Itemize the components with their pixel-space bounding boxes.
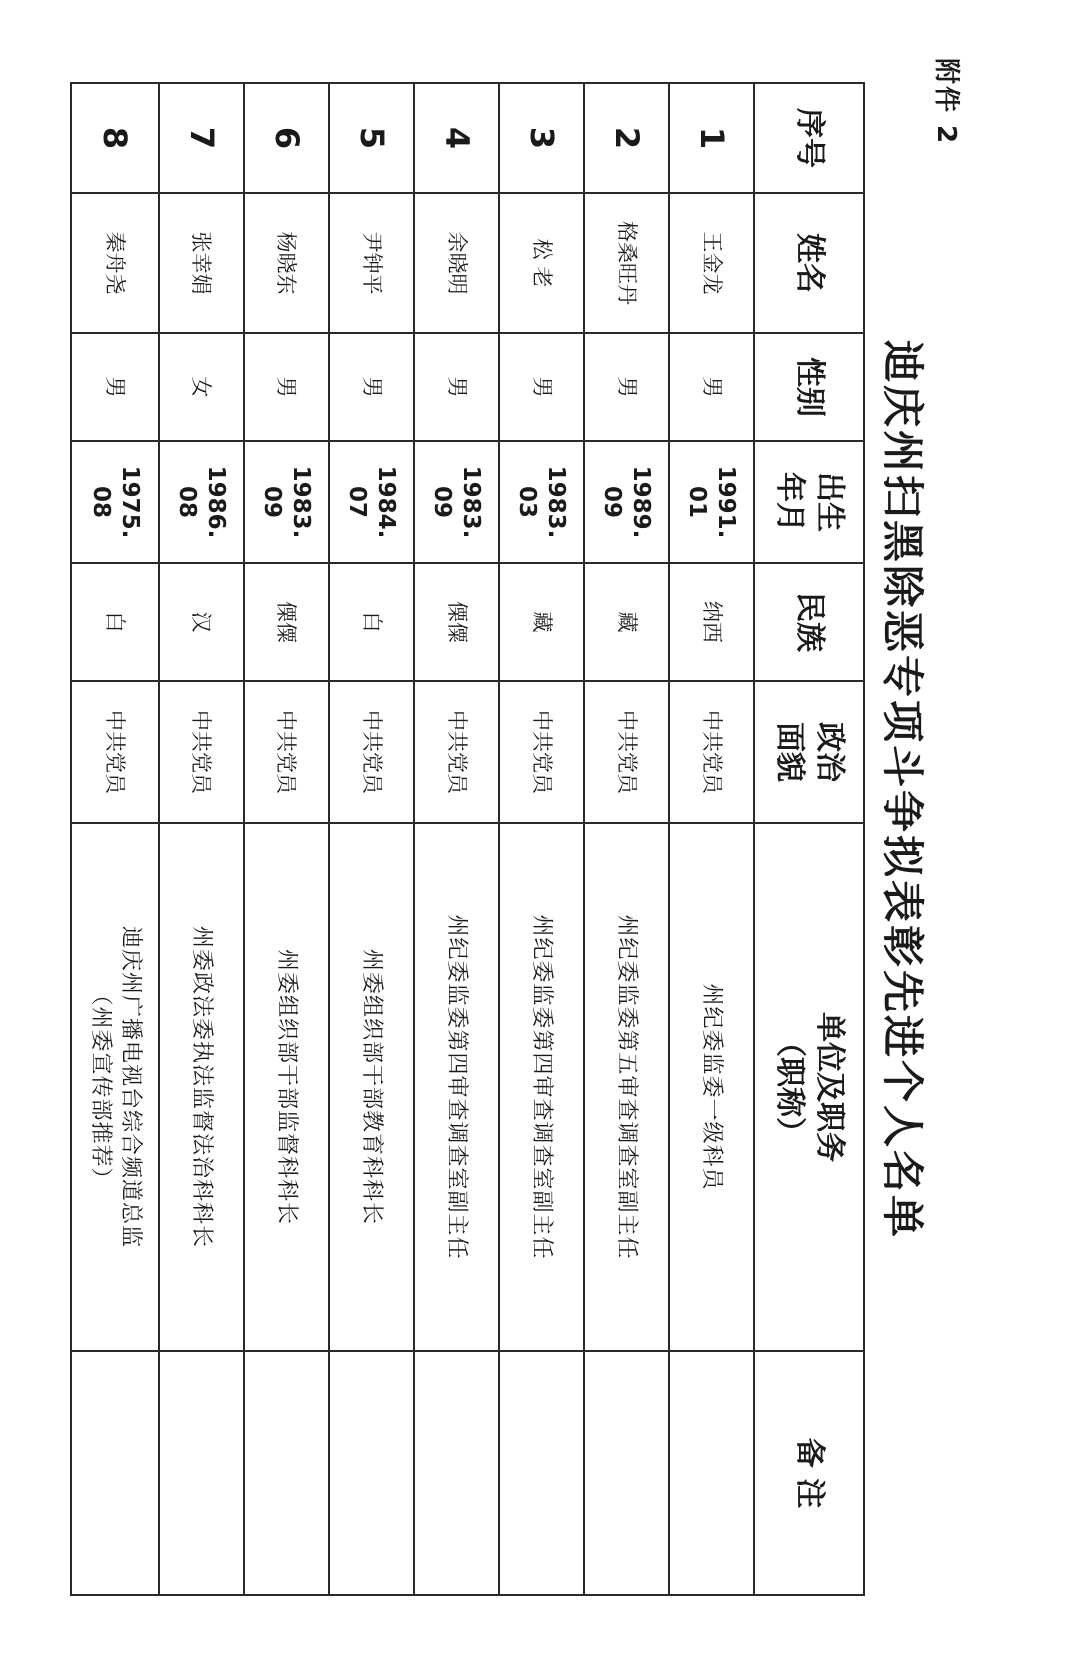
cell-birth <box>71 441 159 563</box>
cell-ethnicity: 白 <box>71 563 159 681</box>
cell-gender: 男 <box>669 333 754 441</box>
header-birth-line1: 出生 <box>812 472 848 532</box>
cell-unit <box>414 823 499 1351</box>
cell-ethnicity: 傈僳 <box>414 563 499 681</box>
cell-unit <box>71 823 159 1351</box>
table-row <box>244 83 329 1595</box>
cell-seq: 7 <box>159 83 244 193</box>
cell-gender: 男 <box>499 333 584 441</box>
cell-ethnicity: 藏 <box>584 563 669 681</box>
cell-birth <box>414 441 499 563</box>
cell-birth-month: 07 <box>344 485 371 518</box>
cell-seq: 6 <box>244 83 329 193</box>
cell-unit <box>499 823 584 1351</box>
cell-birth-year: 1983. <box>458 465 485 539</box>
cell-birth <box>584 441 669 563</box>
cell-unit <box>584 823 669 1351</box>
header-unit-line2: （职称） <box>772 1027 807 1147</box>
cell-political: 中共党员 <box>669 681 754 823</box>
cell-unit-line2: （州委宣传部推荐） <box>87 983 113 1191</box>
cell-seq: 2 <box>584 83 669 193</box>
cell-ethnicity: 纳西 <box>669 563 754 681</box>
cell-seq: 8 <box>71 83 159 193</box>
cell-unit-line1: 州委组织部干部教育科科长 <box>359 948 385 1225</box>
cell-unit-line1: 州纪委监委第四审查调查室副主任 <box>529 914 555 1260</box>
cell-political: 中共党员 <box>159 681 244 823</box>
cell-unit <box>669 823 754 1351</box>
header-remarks: 备 注 <box>754 1351 864 1595</box>
cell-remarks <box>584 1351 669 1595</box>
cell-political: 中共党员 <box>244 681 329 823</box>
cell-name: 王金龙 <box>669 193 754 333</box>
cell-birth-month: 03 <box>514 485 541 518</box>
cell-birth-year: 1983. <box>543 465 570 539</box>
cell-remarks <box>669 1351 754 1595</box>
cell-unit <box>244 823 329 1351</box>
cell-remarks <box>499 1351 584 1595</box>
header-name: 姓名 <box>754 193 864 333</box>
cell-birth-year: 1989. <box>628 465 655 539</box>
cell-birth-year: 1983. <box>288 465 315 539</box>
header-political-line2: 面貌 <box>772 722 807 782</box>
cell-political: 中共党员 <box>329 681 414 823</box>
cell-birth <box>499 441 584 563</box>
cell-birth-month: 08 <box>87 485 114 518</box>
cell-birth-month: 01 <box>684 485 711 518</box>
header-political <box>754 681 864 823</box>
table-row <box>669 83 754 1595</box>
cell-political: 中共党员 <box>414 681 499 823</box>
cell-gender: 男 <box>329 333 414 441</box>
header-row <box>754 83 864 1595</box>
cell-remarks <box>71 1351 159 1595</box>
cell-gender: 男 <box>244 333 329 441</box>
cell-political: 中共党员 <box>584 681 669 823</box>
header-seq: 序号 <box>754 83 864 193</box>
document-title: 迪庆州扫黑除恶专项斗争拟表彰先进个人名单 <box>878 340 927 1241</box>
cell-name: 格桑旺丹 <box>584 193 669 333</box>
table-row <box>159 83 244 1595</box>
header-ethnicity: 民族 <box>754 563 864 681</box>
cell-gender: 男 <box>71 333 159 441</box>
cell-seq: 1 <box>669 83 754 193</box>
cell-remarks <box>159 1351 244 1595</box>
cell-birth-month: 09 <box>599 485 626 518</box>
header-gender: 性别 <box>754 333 864 441</box>
cell-name: 秦舟尧 <box>71 193 159 333</box>
cell-gender: 男 <box>414 333 499 441</box>
cell-unit-line1: 迪庆州广播电视台综合频道总监 <box>117 925 143 1248</box>
cell-unit <box>329 823 414 1351</box>
cell-ethnicity: 汉 <box>159 563 244 681</box>
cell-remarks <box>414 1351 499 1595</box>
table-row <box>71 83 159 1595</box>
table-row <box>329 83 414 1595</box>
cell-birth <box>159 441 244 563</box>
cell-ethnicity: 白 <box>329 563 414 681</box>
cell-seq: 5 <box>329 83 414 193</box>
cell-birth-year: 1986. <box>203 465 230 539</box>
table-row <box>584 83 669 1595</box>
cell-unit-line1: 州纪委监委一级科员 <box>699 983 725 1191</box>
cell-unit-line1: 州纪委监委第五审查调查室副主任 <box>614 914 640 1260</box>
cell-name: 杨晓东 <box>244 193 329 333</box>
header-birth-line2: 年月 <box>772 472 807 532</box>
cell-political: 中共党员 <box>499 681 584 823</box>
cell-birth <box>669 441 754 563</box>
cell-name: 尹钟平 <box>329 193 414 333</box>
honoree-table <box>70 82 865 1596</box>
cell-ethnicity: 藏 <box>499 563 584 681</box>
header-unit <box>754 823 864 1351</box>
cell-unit <box>159 823 244 1351</box>
table-row <box>414 83 499 1595</box>
header-unit-line1: 单位及职务 <box>812 1012 848 1162</box>
cell-unit-line1: 州委组织部干部监督科科长 <box>274 948 300 1225</box>
cell-birth <box>244 441 329 563</box>
cell-birth-year: 1991. <box>713 465 740 539</box>
cell-gender: 女 <box>159 333 244 441</box>
cell-birth-month: 09 <box>429 485 456 518</box>
cell-name: 张幸娟 <box>159 193 244 333</box>
cell-birth-year: 1984. <box>373 465 400 539</box>
table-row <box>499 83 584 1595</box>
header-birth <box>754 441 864 563</box>
header-political-line1: 政治 <box>812 722 848 782</box>
cell-seq: 3 <box>499 83 584 193</box>
cell-unit-line1: 州委政法委执法监督法治科科长 <box>189 925 215 1248</box>
cell-birth-month: 08 <box>174 485 201 518</box>
cell-name: 松 老 <box>499 193 584 333</box>
attachment-label: 附件 2 <box>931 58 961 146</box>
cell-political: 中共党员 <box>71 681 159 823</box>
cell-gender: 男 <box>584 333 669 441</box>
cell-seq: 4 <box>414 83 499 193</box>
cell-name: 余晓明 <box>414 193 499 333</box>
cell-birth-year: 1975. <box>116 465 143 539</box>
cell-ethnicity: 傈僳 <box>244 563 329 681</box>
cell-unit-line1: 州纪委监委第四审查调查室副主任 <box>444 914 470 1260</box>
cell-remarks <box>329 1351 414 1595</box>
cell-remarks <box>244 1351 329 1595</box>
cell-birth-month: 09 <box>259 485 286 518</box>
cell-birth <box>329 441 414 563</box>
